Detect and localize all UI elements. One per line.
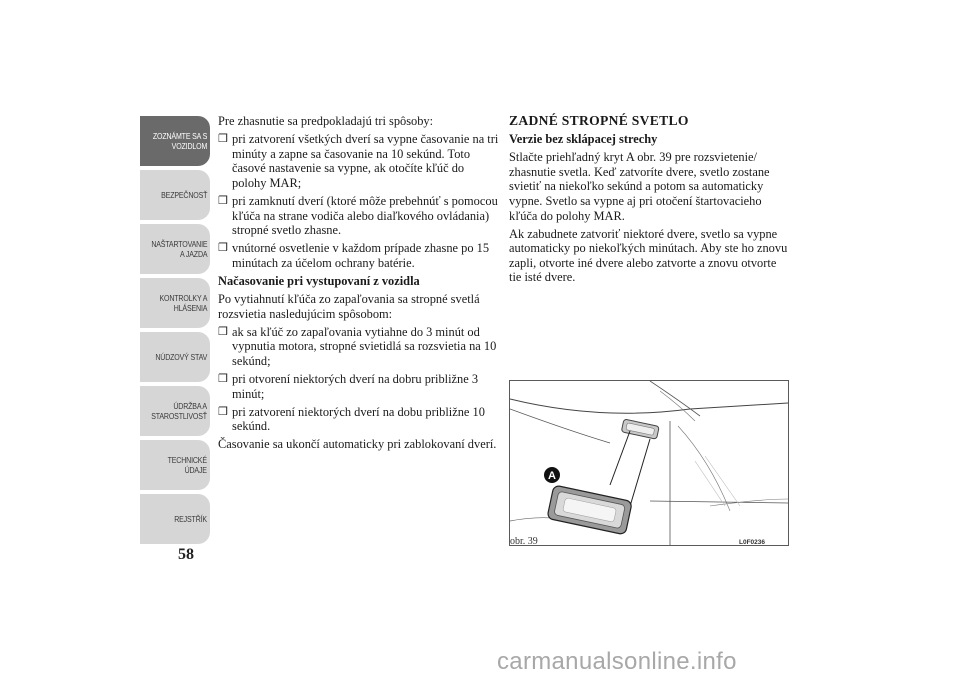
section-subtitle: Verzie bez sklápacej strechy: [509, 132, 658, 147]
list-item: [218, 241, 500, 270]
exit-timing-list: [218, 325, 500, 434]
body-paragraph-2: Ak zabudnete zatvoriť niektoré dvere, svetlo sa vypne automaticky po niekoľkých minútach. Aby ste ho znovu zapli, otvorte iné dvere alebo zatvorte a znovu otvorte tie isté dvere.: [509, 226, 788, 285]
page-number: 58: [178, 546, 194, 563]
checkbox-bullet-icon: ❒: [218, 133, 228, 146]
switch-off-list: [218, 132, 500, 270]
section-title: ZADNÉ STROPNÉ SVETLO: [509, 113, 689, 128]
list-item: [218, 194, 500, 238]
chapter-tab[interactable]: [140, 170, 210, 220]
callout-marker-label: A: [548, 470, 556, 482]
chapter-tab-label: KONTROLKY A HLÁSENIA: [159, 293, 207, 313]
chapter-tab[interactable]: [140, 116, 210, 166]
chapter-tab[interactable]: [140, 440, 210, 490]
list-item: [218, 325, 500, 369]
chapter-tab[interactable]: [140, 224, 210, 274]
list-item: [218, 405, 500, 434]
roof-lamp-small: [621, 419, 659, 439]
closing-text: Časovanie sa ukončí automaticky pri zablokovaní dverí.: [218, 437, 497, 452]
right-column: [509, 114, 789, 289]
chapter-tab[interactable]: [140, 386, 210, 436]
left-column: [218, 114, 500, 455]
body-paragraph-1: Stlačte priehľadný kryt A obr. 39 pre rozsvietenie/ zhasnutie svetla. Keď zatvoríte dvere, svetlo zostane svietiť na niekoľko sekúnd a potom sa automaticky vypne. Svetlo sa vypne aj pri otočení štartovacieho kľúča do polohy MAR.: [509, 150, 770, 223]
rear-ceiling-light-figure: [509, 380, 789, 546]
checkbox-bullet-icon: ❒: [218, 373, 228, 385]
checkbox-bullet-icon: ❒: [218, 242, 228, 255]
list-item-text: pri zamknutí dverí (ktoré môže prebehnúť s pomocou kľúča na strane vodiča alebo diaľkového ovládania) stropné svetlo zhasne.: [232, 193, 498, 238]
chapter-tab[interactable]: [140, 332, 210, 382]
list-item-text: pri zatvorení niektorých dverí na dobu približne 10 sekúnd.: [232, 404, 485, 434]
list-item: [218, 132, 500, 190]
list-item-text: pri otvorení niektorých dverí na dobru približne 3 minút;: [232, 372, 479, 401]
chapter-tab-label: ZOZNÁMTE SA S VOZIDLOM: [152, 131, 207, 151]
checkbox-bullet-icon: ❒: [218, 325, 228, 338]
list-item-text: vnútorné osvetlenie v každom prípade zhasne po 15 minútach za účelom ochrany batérie.: [232, 241, 490, 270]
checkbox-bullet-icon: ❒: [218, 405, 228, 418]
roof-lamp-detail: [547, 485, 632, 535]
chapter-tab-label: NÚDZOVÝ STAV: [155, 352, 207, 362]
chapter-tab-label: ÚDRŽBA A STAROSTLIVOSŤ: [151, 401, 207, 421]
chapter-tab-label: BEZPEČNOSŤ: [160, 190, 207, 200]
section-paragraph: Po vytiahnutí kľúča zo zapaľovania sa stropné svetlá rozsvietia nasledujúcim spôsobom:: [218, 292, 480, 321]
list-item: [218, 372, 500, 401]
chapter-tab-label: NAŠTARTOVANIE A JAZDA: [150, 239, 207, 259]
chapter-tab-label: REJSTŘÍK: [174, 514, 207, 524]
section-heading: Načasovanie pri vystupovaní z vozidla: [218, 273, 420, 288]
watermark: carmanualsonline.info: [497, 648, 737, 675]
figure-caption: obr. 39: [510, 536, 538, 547]
checkbox-bullet-icon: ❒: [218, 194, 228, 207]
chapter-tabs: [140, 116, 210, 548]
ceiling-light-illustration: [510, 381, 788, 545]
chapter-tab[interactable]: [140, 494, 210, 544]
chapter-tab[interactable]: [140, 278, 210, 328]
list-item-text: ak sa kľúč zo zapaľovania vytiahne do 3 minút od vypnutia motora, stropné svietidlá sa rozsvietia na 10 sekúnd;: [232, 324, 497, 368]
list-item-text: pri zatvorení všetkých dverí sa vypne časovanie na tri minúty a zapne sa časovanie na 10 sekúnd. Toto časové nastavenie sa vypne, ak otočíte kľúč do polohy MAR;: [232, 132, 499, 190]
figure-code: L0F0236: [739, 539, 766, 546]
intro-text: Pre zhasnutie sa predpokladajú tri spôsoby:: [218, 114, 434, 128]
chapter-tab-label: TECHNICKÉ ÚDAJE: [167, 455, 207, 475]
